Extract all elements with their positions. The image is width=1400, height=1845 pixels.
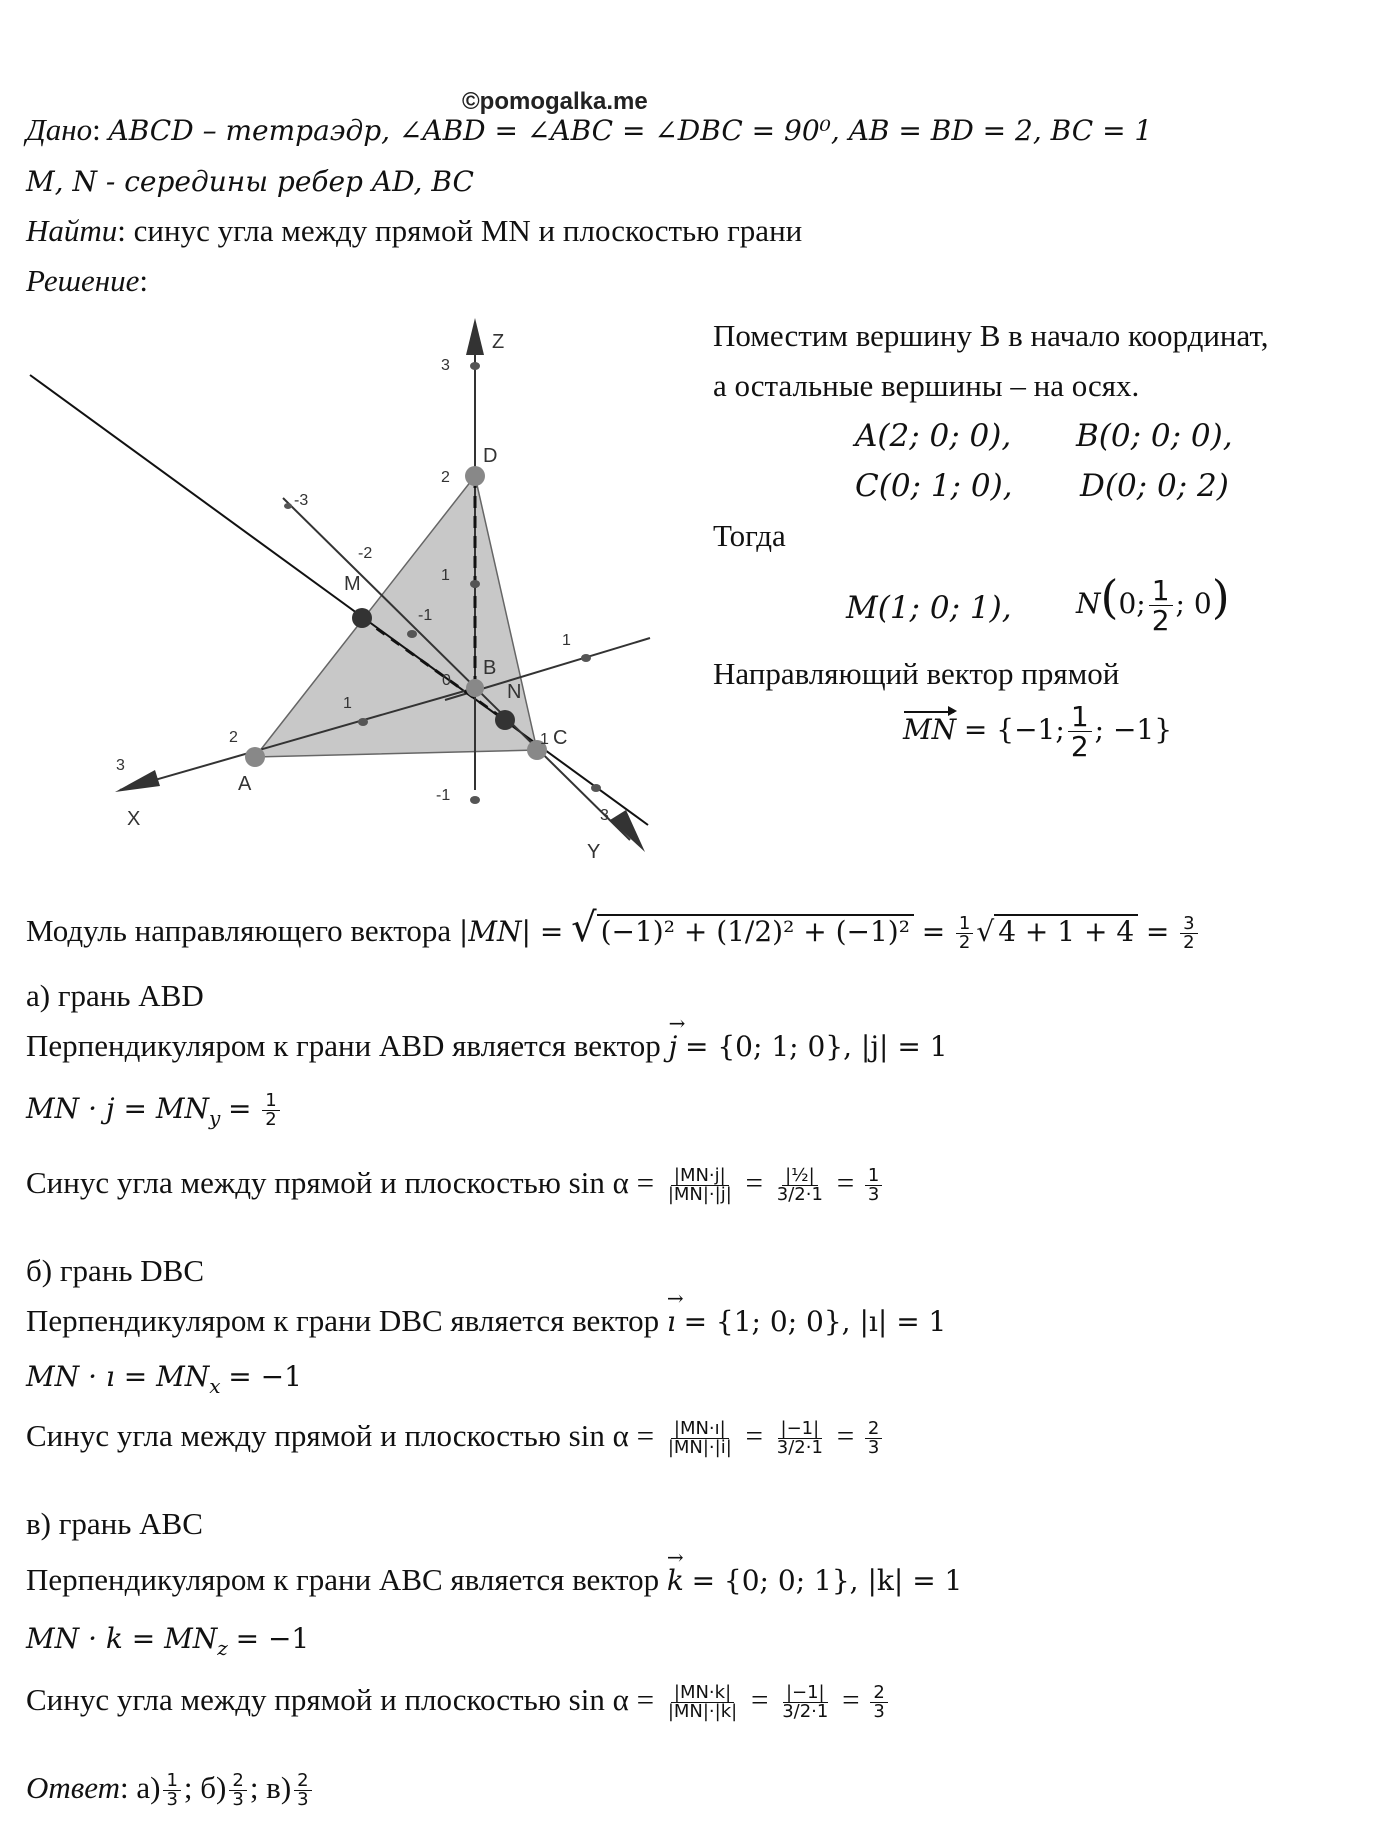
answer-a: $\frac{1}{3}$ bbox=[163, 1772, 180, 1811]
answer-c: $\frac{2}{3}$ bbox=[294, 1772, 311, 1811]
label-origin: 0 bbox=[442, 672, 451, 689]
part-a-f1: $\frac{|MN\cdot j|}{|MN|\cdot|j|}$ bbox=[667, 1164, 732, 1206]
mn-vec-b: ; −1} bbox=[1094, 713, 1173, 746]
direction-label: Направляющий вектор прямой bbox=[713, 656, 1120, 691]
axis-x-label: X bbox=[127, 808, 141, 830]
midpoints-line bbox=[26, 163, 474, 199]
axis-z-label: Z bbox=[492, 331, 505, 353]
n-prefix: N bbox=[1076, 587, 1101, 620]
given-label: Дано bbox=[26, 112, 93, 147]
part-b-f1: $\frac{|MN\cdot ı|}{|MN|\cdot|i|}$ bbox=[667, 1417, 732, 1459]
part-c-f2: $\frac{|-1|}{3/2\cdot 1}$ bbox=[782, 1681, 829, 1723]
coord-d: D(0; 0; 2) bbox=[1080, 468, 1229, 504]
modulus-line: Модуль направляющего вектора |MN| = √ (−1)² + (1/2)² + (−1)² = $\frac{1}{2}$ √ 4 + 1 + 4 = $\frac{3}{2}$ bbox=[26, 905, 1201, 953]
point-n-coords: N(0; $\frac{1}{2}$ ; 0) bbox=[1076, 570, 1230, 638]
part-a-dot: MN · $j = MN_y$ = $\frac{1}{2}$ bbox=[26, 1090, 283, 1130]
n-last: ; 0 bbox=[1175, 587, 1212, 620]
label-c: C bbox=[553, 727, 568, 749]
then-label: Тогда bbox=[713, 518, 786, 553]
answer-b: $\frac{2}{3}$ bbox=[229, 1772, 246, 1811]
part-a-f2: $\frac{\text{|½|}}{3/2\cdot 1}$ bbox=[776, 1164, 823, 1206]
point-n bbox=[495, 710, 515, 730]
point-d bbox=[465, 466, 485, 486]
part-b-title: б) грань DBC bbox=[26, 1253, 205, 1288]
point-a bbox=[245, 747, 265, 767]
x-tick-3: 3 bbox=[116, 757, 125, 774]
place-line1: Поместим вершину B в начало координат, bbox=[713, 318, 1269, 353]
part-b-sin: Синус угла между прямой и плоскостью sin α = $\frac{|MN\cdot ı|}{|MN|\cdot|i|}$ = $\frac{|-1|}{3/2\cdot 1}$ = $\frac{2}{3}$ bbox=[26, 1418, 885, 1458]
watermark: ©pomogalka.me bbox=[462, 88, 648, 115]
mn-vec-frac: $\frac{1}{2}$ bbox=[1068, 702, 1092, 762]
part-c-dot: MN · $k = MN_z = -1$ bbox=[26, 1622, 310, 1661]
modulus-half: $\frac{1}{2}$ bbox=[956, 915, 973, 954]
solution-line: Решение: bbox=[26, 263, 148, 298]
answer-line: Ответ: а) $\frac{1}{3}$ ; б) $\frac{2}{3}$ ; в) $\frac{2}{3}$ bbox=[26, 1770, 315, 1810]
aux-tick-1: 1 bbox=[562, 632, 571, 649]
point-b bbox=[466, 679, 484, 697]
part-a-perp: Перпендикуляром к грани ABD является вектор j → = {0; 1; 0}, |j| = 1 bbox=[26, 1028, 948, 1064]
y-tick-m1: -1 bbox=[418, 607, 433, 624]
x-tick-1: 1 bbox=[343, 695, 352, 712]
label-b: B bbox=[483, 657, 497, 679]
face-abd-bc bbox=[255, 476, 537, 757]
z-tick-2: 2 bbox=[441, 469, 450, 486]
part-b-perp: Перпендикуляром к грани DBC является вектор ı → = {1; 0; 0}, |ı| = 1 bbox=[26, 1303, 946, 1339]
given-text: ABCD – тетраэдр, ∠ABD = ∠ABC = ∠DBC = 90⁰, AB = BD = 2, BC = 1 bbox=[108, 114, 1153, 147]
part-a-dot-frac: $\frac{1}{2}$ bbox=[262, 1092, 279, 1131]
midpoints-text: M, N - середины ребер AD, BC bbox=[26, 165, 474, 198]
tetrahedron-figure bbox=[0, 300, 680, 880]
y-tick-m2: -2 bbox=[358, 545, 373, 562]
modulus-sqrt: (−1)² + (1/2)² + (−1)² bbox=[597, 914, 914, 948]
part-c-perp: Перпендикуляром к грани ABC является вектор k → = {0; 0; 1}, |k| = 1 bbox=[26, 1562, 962, 1598]
label-c1: 1 bbox=[540, 731, 549, 748]
part-c-sin: Синус угла между прямой и плоскостью sin α = $\frac{|MN\cdot k|}{|MN|\cdot|k|}$ = $\frac{|-1|}{3/2\cdot 1}$ = $\frac{2}{3}$ bbox=[26, 1682, 891, 1722]
coord-a: A(2; 0; 0), bbox=[855, 418, 1012, 454]
part-c-f1: $\frac{|MN\cdot k|}{|MN|\cdot|k|}$ bbox=[667, 1681, 738, 1723]
modulus-sqrt2: 4 + 1 + 4 bbox=[994, 914, 1138, 948]
modulus-label: Модуль направляющего вектора bbox=[26, 913, 452, 948]
axis-y-arrow bbox=[610, 810, 645, 852]
mn-vector bbox=[903, 702, 1172, 762]
part-b-result: $\frac{2}{3}$ bbox=[865, 1420, 882, 1459]
label-a: A bbox=[238, 773, 252, 795]
mn-vec-a: = {−1; bbox=[963, 713, 1065, 746]
axis-y-label: Y bbox=[587, 841, 601, 863]
part-a-result: $\frac{1}{3}$ bbox=[865, 1167, 882, 1206]
z-tick-3: 3 bbox=[441, 357, 450, 374]
given-line: Дано: ABCD – тетраэдр, ∠ABD = ∠ABC = ∠DBC = 90⁰, AB = BD = 2, BC = 1 bbox=[26, 112, 1153, 147]
answer-label: Ответ bbox=[26, 1770, 120, 1805]
modulus-result: $\frac{3}{2}$ bbox=[1180, 915, 1197, 954]
coord-c: C(0; 1; 0), bbox=[855, 468, 1013, 504]
solution-label: Решение bbox=[26, 263, 140, 298]
modulus-eq2: = bbox=[1145, 915, 1170, 948]
n-frac: $\frac{1}{2}$ bbox=[1149, 576, 1173, 636]
find-text: синус угла между прямой MN и плоскостью грани bbox=[133, 213, 803, 248]
label-d: D bbox=[483, 445, 498, 467]
find-line: Найти: синус угла между прямой MN и плоскостью грани bbox=[26, 213, 803, 248]
modulus-eq1: = bbox=[921, 915, 946, 948]
z-tick-m1: -1 bbox=[436, 787, 451, 804]
part-c-result: $\frac{2}{3}$ bbox=[870, 1684, 887, 1723]
place-line2: а остальные вершины – на осях. bbox=[713, 368, 1140, 403]
axis-z-arrow bbox=[466, 318, 484, 355]
part-a-title: а) грань ABD bbox=[26, 978, 204, 1013]
label-n: N bbox=[507, 681, 522, 703]
part-c-title: в) грань ABC bbox=[26, 1506, 203, 1541]
part-b-dot: MN · ı = $MN_x = -1$ bbox=[26, 1360, 302, 1399]
n-first: 0; bbox=[1118, 587, 1146, 620]
z-tick-1: 1 bbox=[441, 567, 450, 584]
y-tick-m3: -3 bbox=[294, 492, 309, 509]
find-label: Найти bbox=[26, 213, 118, 248]
y-tick-3: 3 bbox=[600, 807, 609, 824]
modulus-lhs: |MN| = bbox=[458, 915, 564, 948]
part-b-f2: $\frac{|-1|}{3/2\cdot 1}$ bbox=[776, 1417, 823, 1459]
point-m-coords: M(1; 0; 1), bbox=[846, 590, 1012, 626]
point-m bbox=[352, 608, 372, 628]
mn-vec-symbol: MN bbox=[903, 713, 957, 746]
part-a-sin: Синус угла между прямой и плоскостью sin α = $\frac{|MN\cdot j|}{|MN|\cdot|j|}$ = $\frac{\text{|½|}}{3/2\cdot 1}$ = $\frac{1}{3}$ bbox=[26, 1165, 885, 1205]
coord-b: B(0; 0; 0), bbox=[1076, 418, 1233, 454]
label-m: M bbox=[344, 573, 361, 595]
x-tick-2: 2 bbox=[229, 729, 238, 746]
